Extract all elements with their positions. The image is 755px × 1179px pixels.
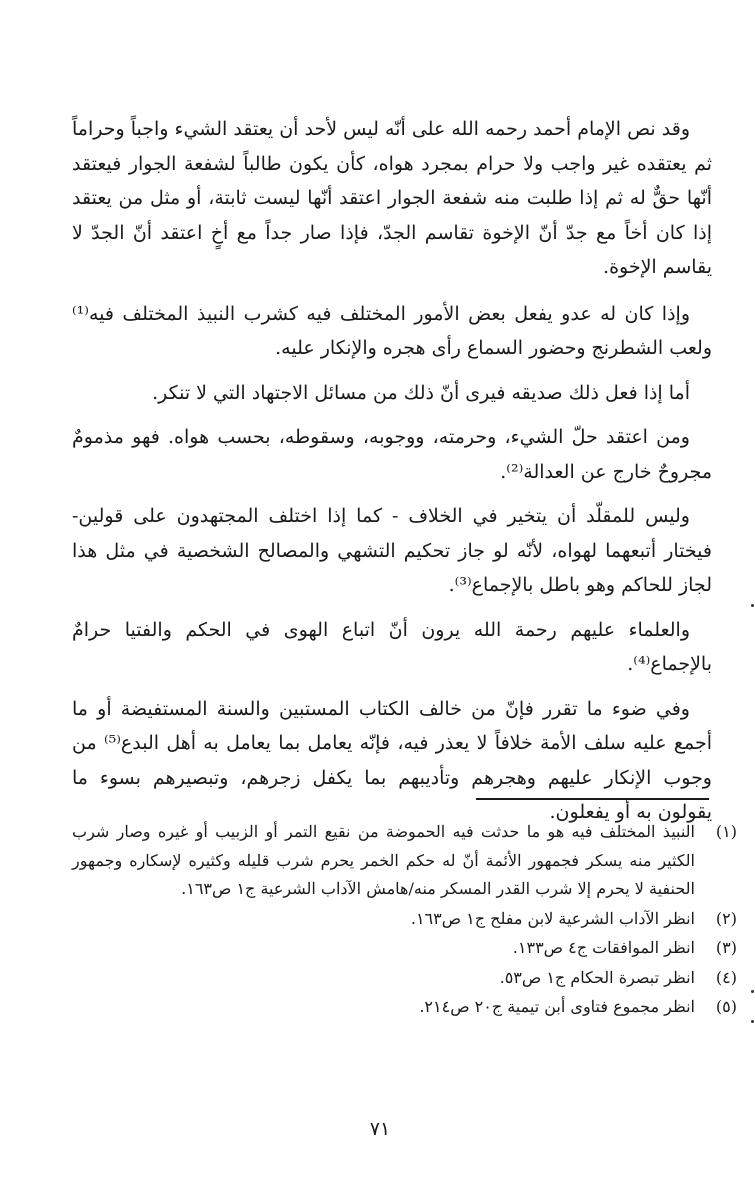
main-text	[72, 112, 712, 842]
footnote	[72, 905, 737, 934]
scan-speck	[751, 604, 754, 607]
paragraph: وقد نص الإمام أحمد رحمه الله على أنّه ليس لأحد أن يعتقد الشيء واجباً وحراماً ثم يعتقده غير واجب ولا حرام بمجرد هواه، كأن يكون طالباً لشفعة الجوار فيعتقد أنّها حقٌّ له ثم إذا طلبت منه شفعة الجوار اعتقد أنّها ليست ثابتة، أو مثل من يعتقد إذا كان أخاً مع جدّ أنّ الإخوة تقاسم الجدّ، فإذا صار جداً مع أخٍ اعتقد أنّ الجدّ لا يقاسم الإخوة.	[72, 118, 712, 278]
paragraph: وإذا كان له عدو يفعل بعض الأمور المختلف فيه كشرب النبيذ المختلف فيه⁽¹⁾ ولعب الشطرنج وحضور السماع رأى هجره والإنكار عليه.	[72, 302, 712, 359]
footnote-text: النبيذ المختلف فيه هو ما حدثت فيه الحموضة من نقيع التمر أو الزبيب أو غيره وصار شرب الكثير منه يسكر فجمهور الأئمة أنّ له حكم الخمر يحرم شرب قليله وكثيره لإسكاره وجمهور الحنفية لا يحرم إلا شرب القدر المسكر منه/هامش الآداب الشرعية ج١ ص١٦٣.	[72, 822, 695, 898]
page-number: ٧١	[369, 1118, 391, 1140]
footnote-separator	[476, 798, 709, 800]
footnote-text: انظر تبصرة الحكام ج١ ص٥٣.	[499, 967, 695, 987]
footnote	[72, 993, 737, 1022]
footnote-number: (١)	[715, 822, 737, 841]
paragraph: وفي ضوء ما تقرر فإنّ من خالف الكتاب المستبين والسنة المستفيضة أو ما أجمع عليه سلف الأمة خلافاً لا يعذر فيه، فإنّه يعامل بما يعامل به أهل البدع⁽⁵⁾ من وجوب الإنكار عليهم وهجرهم وتأديبهم بما يكفل زجرهم، وتبصيرهم بسوء ما يقولون به أو يفعلون.	[72, 697, 712, 823]
footnote-number: (٥)	[715, 997, 737, 1016]
footnote-number: (٣)	[715, 938, 737, 957]
paragraph: وليس للمقلّد أن يتخير في الخلاف - كما إذا اختلف المجتهدون على قولين- فيختار أتبعهما لهواه، لأنّه لو جاز تحكيم التشهي والمصالح الشخصية في مثل هذا لجاز للحاكم وهو باطل بالإجماع⁽³⁾.	[72, 505, 712, 596]
paragraph: والعلماء عليهم رحمة الله يرون أنّ اتباع الهوى في الحكم والفتيا حرامٌ بالإجماع⁽⁴⁾.	[72, 618, 712, 675]
footnote	[72, 934, 737, 963]
footnote-number: (٤)	[715, 967, 737, 987]
scan-speck	[751, 1020, 754, 1023]
footnote	[72, 964, 737, 993]
paragraph: أما إذا فعل ذلك صديقه فيرى أنّ ذلك من مسائل الاجتهاد التي لا تنكر.	[152, 381, 690, 404]
footnote-text: انظر مجموع فتاوى أبن تيمية ج٢٠ ص٢١٤.	[419, 997, 695, 1016]
footnote	[72, 818, 737, 904]
paragraph: ومن اعتقد حلّ الشيء، وحرمته، ووجوبه، وسقوطه، بحسب هواه. فهو مذمومٌ مجروحٌ خارج عن العدالة⁽²⁾.	[72, 426, 712, 483]
footnote-text: انظر الموافقات ج٤ ص١٣٣.	[512, 938, 695, 957]
footnote-number: (٢)	[715, 908, 737, 928]
scan-speck	[751, 990, 754, 993]
footnotes	[72, 818, 737, 1023]
footnote-text: انظر الآداب الشرعية لابن مفلح ج١ ص١٦٣.	[410, 908, 695, 928]
